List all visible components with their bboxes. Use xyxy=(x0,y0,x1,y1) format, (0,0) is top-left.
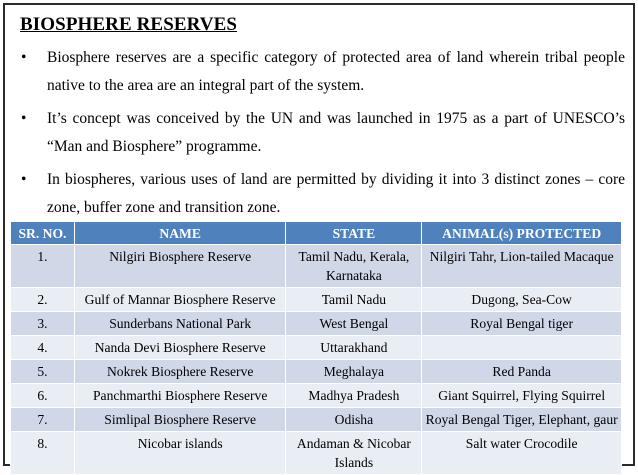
cell-sr: 3. xyxy=(11,312,75,336)
cell-name: Nokrek Biosphere Reserve xyxy=(74,360,286,384)
bullet-dot-icon: • xyxy=(21,49,27,66)
table-row xyxy=(11,312,622,336)
cell-animals: Dugong, Sea-Cow xyxy=(422,288,622,312)
table-row xyxy=(11,408,622,432)
cell-sr: 6. xyxy=(11,384,75,408)
table-row xyxy=(11,360,622,384)
bullet-dot-icon: • xyxy=(21,110,27,127)
cell-state: West Bengal xyxy=(286,312,422,336)
cell-sr: 5. xyxy=(11,360,75,384)
cell-animals: Salt water Crocodile xyxy=(422,432,622,475)
cell-state: Odisha xyxy=(286,408,422,432)
cell-animals: Nilgiri Tahr, Lion-tailed Macaque xyxy=(422,245,622,288)
cell-state: Meghalaya xyxy=(286,360,422,384)
cell-sr: 7. xyxy=(11,408,75,432)
bullet-text: Biosphere reserves are a specific category of protected area of land wherein tribal people native to the area are an integral part of the system. xyxy=(47,49,625,94)
table-row xyxy=(11,336,622,360)
cell-state: Tamil Nadu xyxy=(286,288,422,312)
cell-name: Panchmarthi Biosphere Reserve xyxy=(74,384,286,408)
cell-name: Simlipal Biosphere Reserve xyxy=(74,408,286,432)
cell-state: Tamil Nadu, Kerala, Karnataka xyxy=(286,245,422,288)
table-row xyxy=(11,384,622,408)
cell-name: Sunderbans National Park xyxy=(74,312,286,336)
cell-state: Andaman & Nicobar Islands xyxy=(286,432,422,475)
table-row xyxy=(11,288,622,312)
table-header-row xyxy=(11,222,622,245)
cell-state: Uttarakhand xyxy=(286,336,422,360)
cell-sr: 2. xyxy=(11,288,75,312)
bullet-list xyxy=(19,44,625,227)
bullet-text: In biospheres, various uses of land are permitted by dividing it into 3 distinct zones – core zone, buffer zone and transition zone. xyxy=(47,171,625,216)
table-row xyxy=(11,432,622,475)
cell-animals: Royal Bengal tiger xyxy=(422,312,622,336)
bullet-item xyxy=(19,105,625,161)
cell-state: Madhya Pradesh xyxy=(286,384,422,408)
cell-name: Nilgiri Biosphere Reserve xyxy=(74,245,286,288)
cell-animals: Giant Squirrel, Flying Squirrel xyxy=(422,384,622,408)
cell-animals: Royal Bengal Tiger, Elephant, gaur xyxy=(422,408,622,432)
header-state: STATE xyxy=(286,222,422,245)
cell-animals: Red Panda xyxy=(422,360,622,384)
header-name: NAME xyxy=(74,222,286,245)
biosphere-table xyxy=(10,221,622,475)
bullet-item xyxy=(19,166,625,222)
header-sr-no: SR. NO. xyxy=(11,222,75,245)
cell-name: Nanda Devi Biosphere Reserve xyxy=(74,336,286,360)
cell-sr: 8. xyxy=(11,432,75,475)
cell-sr: 1. xyxy=(11,245,75,288)
bullet-item xyxy=(19,44,625,100)
bullet-text: It’s concept was conceived by the UN and was launched in 1975 as a part of UNESCO’s “Man and Biosphere” programme. xyxy=(47,110,625,155)
bullet-dot-icon: • xyxy=(21,171,27,188)
table-row xyxy=(11,245,622,288)
page-title: BIOSPHERE RESERVES xyxy=(20,14,238,35)
cell-name: Gulf of Mannar Biosphere Reserve xyxy=(74,288,286,312)
cell-sr: 4. xyxy=(11,336,75,360)
header-animals: ANIMAL(s) PROTECTED xyxy=(422,222,622,245)
cell-animals xyxy=(422,336,622,360)
cell-name: Nicobar islands xyxy=(74,432,286,475)
